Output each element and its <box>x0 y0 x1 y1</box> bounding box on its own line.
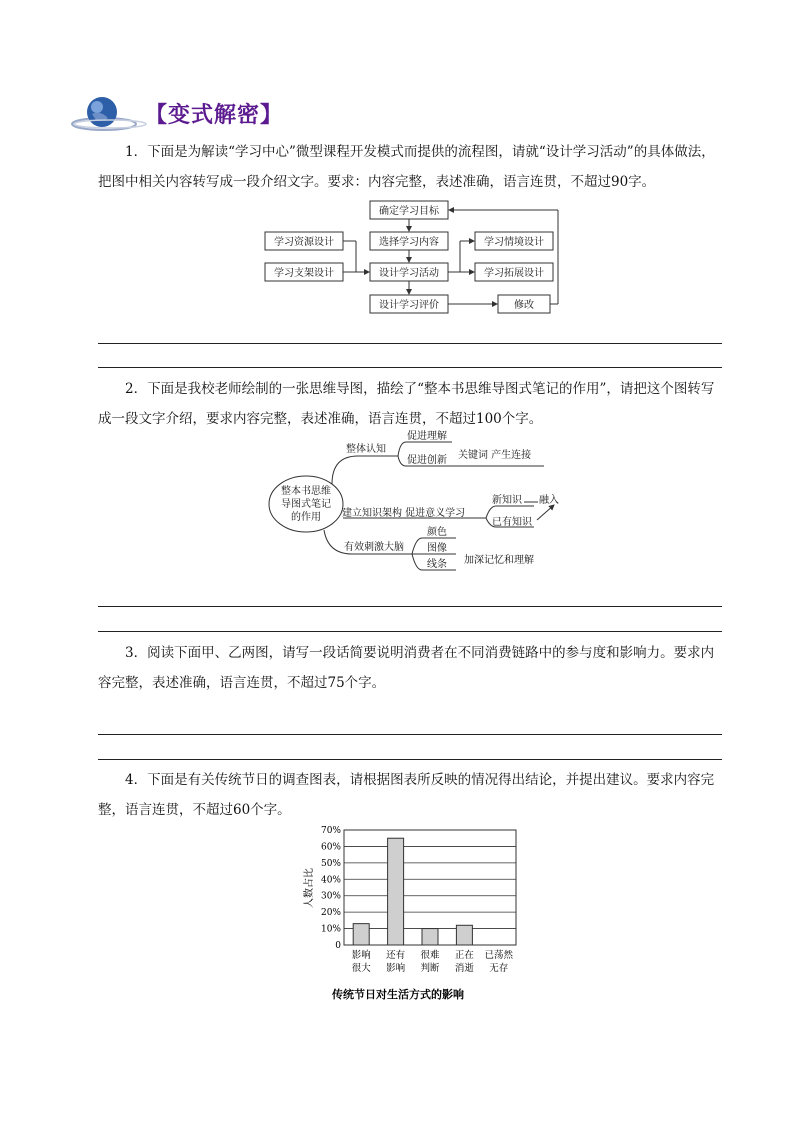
chart-bar <box>456 925 472 945</box>
chart-bar <box>353 924 369 945</box>
svg-text:学习资源设计: 学习资源设计 <box>274 237 334 248</box>
chart-category-label: 影响 <box>386 963 406 974</box>
svg-text:促进创新: 促进创新 <box>407 455 447 466</box>
chart-category-label: 影响 <box>351 950 371 961</box>
section-title: 【变式解密】 <box>145 103 284 128</box>
svg-text:已有知识: 已有知识 <box>492 517 532 528</box>
chart-category-label: 很难 <box>420 950 440 961</box>
svg-text:学习情境设计: 学习情境设计 <box>484 237 544 248</box>
chart-ytick-label: 0 <box>335 941 341 951</box>
chart-ytick-label: 40% <box>320 875 341 886</box>
svg-text:关键词 产生连接: 关键词 产生连接 <box>458 450 532 461</box>
question-1-text: 1．下面是为解读“学习中心”微型课程开发模式而提供的流程图，请就“设计学习活动”的具体做法，把图中相关内容转写成一段介绍文字。要求：内容完整，表述准确，语言连贯，不超过90字。 <box>98 144 715 190</box>
chart-category-label: 还有 <box>386 950 406 961</box>
question-2-text: 2．下面是我校老师绘制的一张思维导图，描绘了“整本书思维导图式笔记的作用”，请把这个图转写成一段文字介绍，要求内容完整，表述准确，语言连贯，不超过100个字。 <box>98 381 715 427</box>
svg-text:整本书思维: 整本书思维 <box>281 486 331 497</box>
chart-ytick-label: 60% <box>320 842 341 853</box>
svg-text:设计学习评价: 设计学习评价 <box>379 300 439 311</box>
question-3-text: 3．阅读下面甲、乙两图，请写一段话简要说明消费者在不同消费链路中的参与度和影响力。要求内容完整，表述准确，语言连贯，不超过75个字。 <box>98 645 715 691</box>
svg-text:线条: 线条 <box>427 559 447 570</box>
chart-ytick-label: 70% <box>320 826 341 836</box>
svg-text:新知识: 新知识 <box>492 495 522 506</box>
chart-ytick-label: 30% <box>320 891 341 902</box>
chart-ytick-label: 10% <box>320 924 341 935</box>
chart-category-label: 已荡然 <box>484 950 514 961</box>
chart-ylabel: 人数占比 <box>304 868 315 908</box>
globe-logo-icon <box>70 92 150 136</box>
chart-category-label: 正在 <box>454 950 474 961</box>
svg-text:整体认知: 整体认知 <box>346 444 386 455</box>
chart-category-label: 很大 <box>351 963 371 974</box>
answer-line <box>98 759 722 760</box>
chart-category-label: 无存 <box>489 963 509 974</box>
svg-text:导图式笔记: 导图式笔记 <box>281 499 331 510</box>
mind-map <box>262 430 562 580</box>
svg-text:加深记忆和理解: 加深记忆和理解 <box>464 555 534 566</box>
svg-text:有效刺激大脑: 有效刺激大脑 <box>344 542 404 553</box>
svg-text:学习支架设计: 学习支架设计 <box>274 268 334 279</box>
answer-line <box>98 631 722 632</box>
answer-line <box>98 367 722 368</box>
svg-text:选择学习内容: 选择学习内容 <box>379 237 439 248</box>
chart-title: 传统节日对生活方式的影响 <box>332 988 464 1001</box>
question-4-text: 4．下面是有关传统节日的调查图表，请根据图表所反映的情况得出结论，并提出建议。要求内容完整，语言连贯，不超过60个字。 <box>98 772 715 818</box>
answer-line <box>98 606 722 607</box>
chart-frame <box>344 830 516 945</box>
svg-text:颜色: 颜色 <box>427 527 447 538</box>
chart-bar <box>388 838 404 945</box>
svg-text:确定学习目标: 确定学习目标 <box>379 206 439 217</box>
chart-ytick-label: 20% <box>320 908 341 919</box>
chart-category-label: 判断 <box>420 963 440 974</box>
flowchart <box>260 195 570 320</box>
svg-text:修改: 修改 <box>514 300 534 311</box>
svg-text:的作用: 的作用 <box>291 512 321 523</box>
svg-text:学习拓展设计: 学习拓展设计 <box>484 268 544 279</box>
svg-text:图像: 图像 <box>427 543 447 554</box>
chart-bar <box>422 929 438 945</box>
svg-text:融入: 融入 <box>539 495 559 506</box>
svg-text:设计学习活动: 设计学习活动 <box>379 268 439 279</box>
answer-line <box>98 734 722 735</box>
answer-line <box>98 343 722 344</box>
svg-text:建立知识架构 促进意义学习: 建立知识架构 促进意义学习 <box>342 508 466 519</box>
chart-category-label: 消逝 <box>454 963 474 974</box>
chart-ytick-label: 50% <box>320 858 341 869</box>
svg-text:促进理解: 促进理解 <box>407 431 447 442</box>
bar-chart <box>298 818 528 1008</box>
